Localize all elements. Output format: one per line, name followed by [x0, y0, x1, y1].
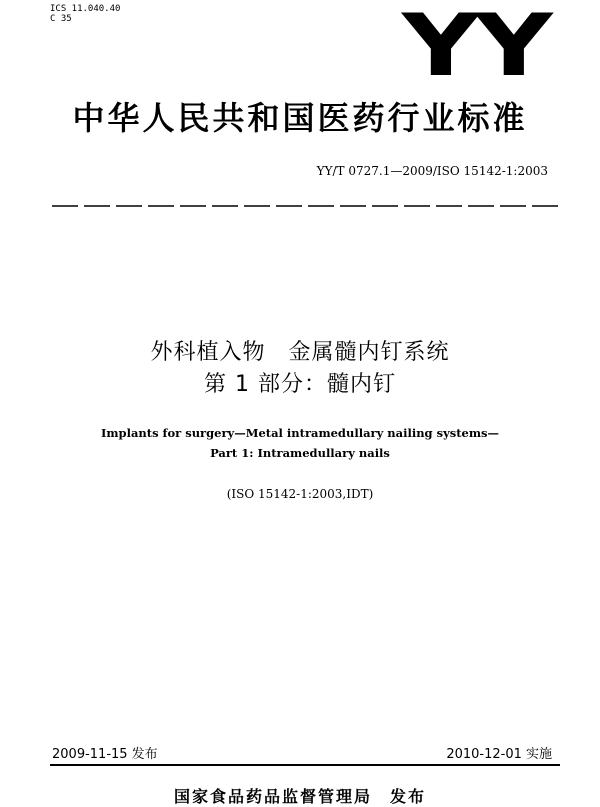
organization-title: 中华人民共和国医药行业标准: [72, 99, 528, 137]
header-divider: [52, 204, 564, 208]
footer-divider: [50, 764, 560, 766]
title-cn-line2: 第 1 部分：髓内钉: [204, 372, 396, 397]
implementation-date: 2010-12-01 实施: [446, 747, 552, 762]
identical-standard: (ISO 15142-1:2003,IDT): [226, 487, 374, 501]
title-en-line2: Part 1: Intramedullary nails: [210, 446, 390, 460]
ccs-code: C 35: [50, 14, 72, 24]
classification-codes: [50, 4, 120, 24]
issuing-authority: 国家食品药品监督管理局 发布: [173, 787, 426, 806]
ics-code: ICS 11.040.40: [50, 4, 121, 14]
title-cn-line1: 外科植入物 金属髓内钉系统: [150, 340, 450, 365]
title-en-line1: Implants for surgery—Metal intramedullary nailing systems—: [100, 426, 499, 440]
document-number: YY/T 0727.1—2009/ISO 15142-1:2003: [316, 164, 548, 178]
yy-logo: YY: [402, 0, 548, 96]
issue-date: 2009-11-15 发布: [52, 747, 158, 762]
